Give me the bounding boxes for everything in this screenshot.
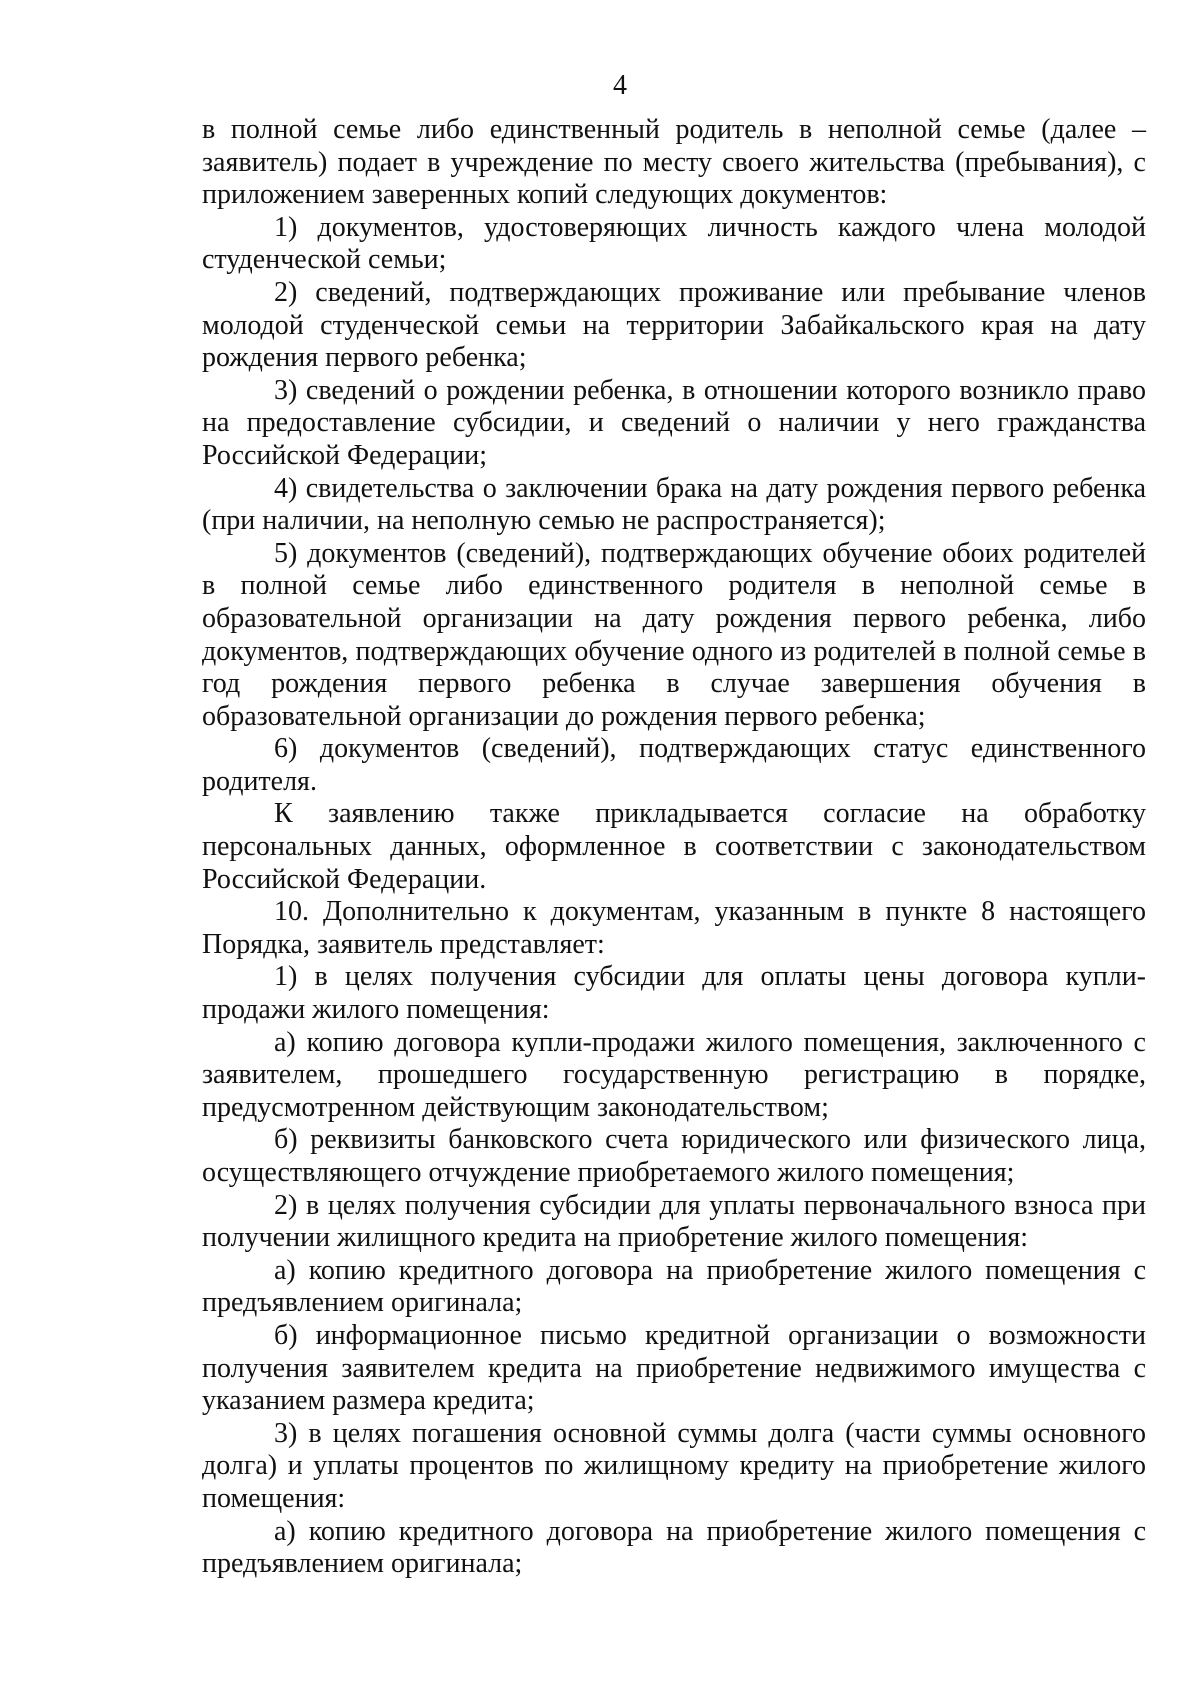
paragraph: в полной семье либо единственный родитель в неполной семье (далее – заявитель) подает в учреждение по месту своего жительства (пребывания), с приложением заверенных копий следующих документов: [202,114,1146,211]
paragraph: 1) документов, удостоверяющих личность каждого члена молодой студенческой семьи; [202,211,1146,276]
page-number: 4 [613,70,627,101]
paragraph: а) копию договора купли-продажи жилого помещения, заключенного с заявителем, прошедшего государственную регистрацию в порядке, предусмотренном действующим законодательством; [202,1026,1146,1123]
paragraph: 6) документов (сведений), подтверждающих статус единственного родителя. [202,733,1146,797]
paragraph: 10. Дополнительно к документам, указанным в пункте 8 настоящего Порядка, заявитель представляет: [202,896,1146,960]
paragraph: 2) сведений, подтверждающих проживание или пребывание членов молодой студенческой семьи на территории Забайкальского края на дату рождения первого ребенка; [202,276,1146,374]
paragraph: а) копию кредитного договора на приобретение жилого помещения с предъявлением оригинала; [202,1515,1146,1580]
paragraph: б) реквизиты банковского счета юридического или физического лица, осуществляющего отчуждение приобретаемого жилого помещения; [202,1124,1146,1188]
paragraph: б) информационное письмо кредитной организации о возможности получения заявителем кредита на приобретение недвижимого имущества с указанием размера кредита; [202,1319,1146,1417]
paragraph: 4) свидетельства о заключении брака на дату рождения первого ребенка (при наличии, на неполную семью не распространяется); [202,472,1146,537]
paragraph: 3) сведений о рождении ребенка, в отношении которого возникло право на предоставление субсидии, и сведений о наличии у него гражданства Российской Федерации; [202,374,1146,471]
paragraph: 2) в целях получения субсидии для уплаты первоначального взноса при получении жилищного кредита на приобретение жилого помещения: [202,1189,1146,1254]
paragraph: К заявлению также прикладывается согласие на обработку персональных данных, оформленное в соответствии с законодательством Российской Федерации. [202,798,1146,895]
document-body [202,114,1146,1581]
paragraph: 1) в целях получения субсидии для оплаты цены договора купли-продажи жилого помещения: [202,961,1146,1026]
paragraph: 3) в целях погашения основной суммы долга (части суммы основного долга) и уплаты процентов по жилищному кредиту на приобретение жилого помещения: [202,1417,1146,1514]
paragraph: а) копию кредитного договора на приобретение жилого помещения с предъявлением оригинала; [202,1254,1146,1319]
paragraph: 5) документов (сведений), подтверждающих обучение обоих родителей в полной семье либо единственного родителя в неполной семье в образовательной организации на дату рождения первого ребенка, либо документов, подтверждающих обучение одного из родителей в полной семье в год рождения первого ребенка в случае завершения обучения в образовательной организации до рождения первого ребенка; [202,537,1146,732]
